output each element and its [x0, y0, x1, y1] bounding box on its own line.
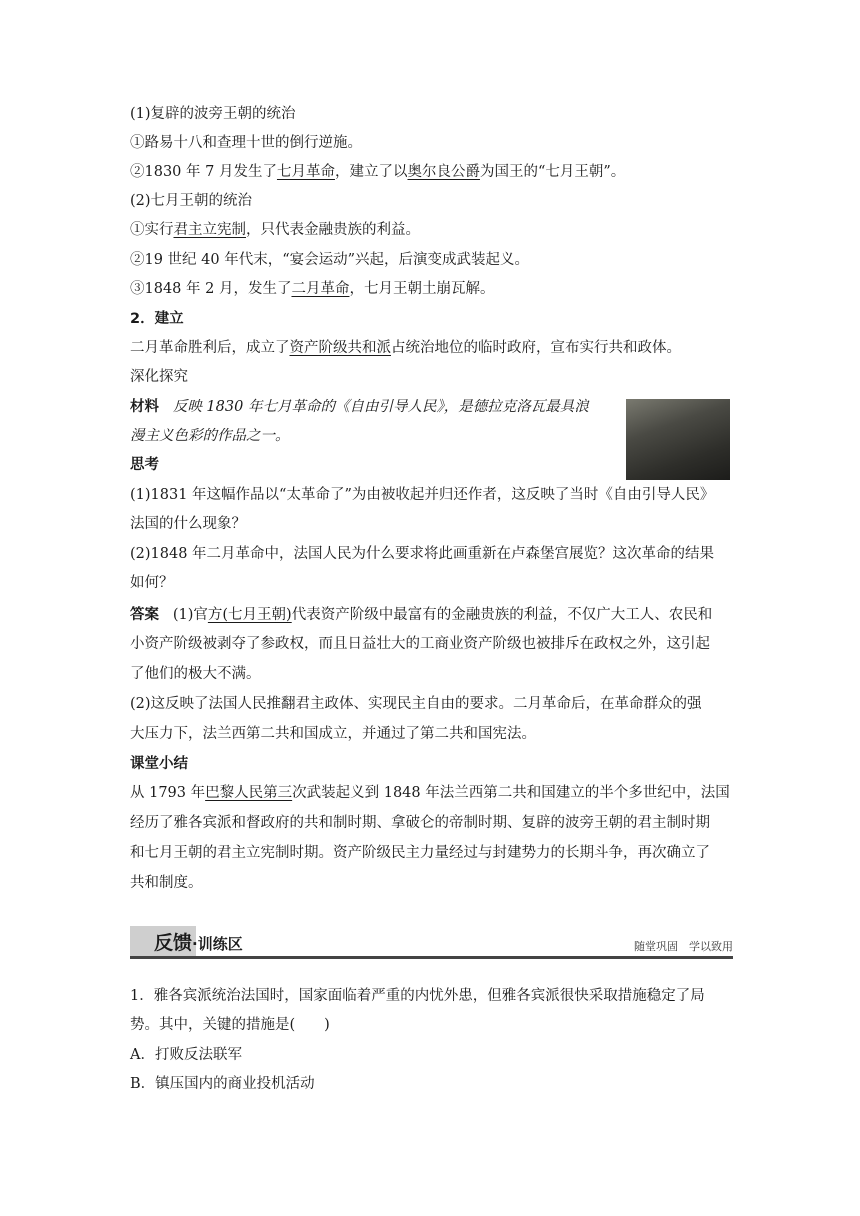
banner-rule [130, 956, 733, 959]
text-span: ③1848 年 2 月，发生了 [130, 281, 292, 297]
banner-title-sub: ·训练区 [192, 935, 243, 953]
summary-heading: 课堂小结 [130, 756, 188, 772]
text-span: 占统治地位的临时政府，宣布实行共和政体。 [391, 340, 681, 356]
quiz-option-a: A．打败反法联军 [130, 1047, 242, 1063]
question-line: (1)1831 年这幅作品以“太革命了”为由被收起并归还作者，这反映了当时《自由引导人民》 [130, 487, 715, 503]
text-span: 为国王的“七月王朝”。 [479, 164, 626, 180]
text-span: ，只代表金融贵族的利益。 [246, 222, 420, 238]
answer-line [130, 605, 712, 625]
quiz-question-line: 势。其中，关键的措施是( ) [130, 1017, 330, 1033]
text-span: ②1830 年 7 月发生了 [130, 164, 277, 180]
text-span: (1)官 [172, 607, 208, 623]
painting-image [626, 399, 730, 480]
section-heading-bourbon: (1)复辟的波旁王朝的统治 [130, 106, 296, 122]
question-line: 法国的什么现象？ [130, 516, 246, 532]
text-span: 次武装起义到 1848 年法兰西第二共和国建立的半个多世纪中，法国 [292, 785, 730, 801]
text-line [130, 279, 494, 299]
answer-label: 答案 [130, 607, 159, 623]
summary-line: 和七月王朝的君主立宪制时期。资产阶级民主力量经过与封建势力的长期斗争，再次确立了 [130, 845, 710, 861]
text-span: ，建立了以 [334, 164, 408, 180]
underlined-term: 七月革命 [276, 164, 335, 180]
banner-title [154, 928, 243, 955]
answer-line: 了他们的极大不满。 [130, 666, 261, 682]
underlined-term: 巴黎人民第三 [205, 785, 293, 801]
text-line: ①路易十八和查理十世的倒行逆施。 [130, 135, 362, 151]
quiz-question-line: 1．雅各宾派统治法国时，国家面临着严重的内忧外患，但雅各宾派很快采取措施稳定了局 [130, 988, 705, 1004]
material-text: 反映 1830 年七月革命的《自由引导人民》，是德拉克洛瓦最具浪 [172, 399, 589, 415]
underlined-term: 二月革命 [291, 281, 350, 297]
underlined-term: 奥尔良公爵 [407, 164, 480, 180]
material-line [130, 397, 589, 417]
underlined-term: 君主立宪制 [173, 222, 246, 238]
text-line [130, 338, 681, 358]
think-label: 思考 [130, 457, 159, 473]
text-line [130, 220, 420, 240]
banner-tagline: 随堂巩固 学以致用 [634, 940, 733, 953]
underlined-term: 方(七月王朝) [207, 607, 292, 623]
explore-heading: 深化探究 [130, 369, 188, 385]
material-line: 漫主义色彩的作品之一。 [130, 428, 290, 444]
question-line: 如何？ [130, 575, 174, 591]
banner-title-main: 反馈 [154, 932, 193, 954]
section-heading-july-monarchy: (2)七月王朝的统治 [130, 193, 253, 209]
answer-line: 大压力下，法兰西第二共和国成立，并通过了第二共和国宪法。 [130, 726, 536, 742]
summary-line: 经历了雅各宾派和督政府的共和制时期、拿破仑的帝制时期、复辟的波旁王朝的君主制时期 [130, 815, 710, 831]
text-span: 二月革命胜利后，成立了 [130, 340, 290, 356]
section-heading-establish: 2．建立 [130, 311, 184, 327]
underlined-term: 资产阶级共和派 [289, 340, 391, 356]
text-span: ①实行 [130, 222, 174, 238]
text-span: 代表资产阶级中最富有的金融贵族的利益，不仅广大工人、农民和 [291, 607, 713, 623]
quiz-option-b: B．镇压国内的商业投机活动 [130, 1076, 315, 1092]
text-line: ②19 世纪 40 年代末，“宴会运动”兴起，后演变成武装起义。 [130, 252, 530, 268]
text-span: 从 1793 年 [130, 785, 206, 801]
question-line: (2)1848 年二月革命中，法国人民为什么要求将此画重新在卢森堡宫展览？这次革命的结果 [130, 546, 715, 562]
answer-line: (2)这反映了法国人民推翻君主政体、实现民主自由的要求。二月革命后，在革命群众的强 [130, 696, 702, 712]
text-span: ，七月王朝土崩瓦解。 [349, 281, 495, 297]
text-line [130, 162, 625, 182]
answer-line: 小资产阶级被剥夺了参政权，而且日益壮大的工商业资产阶级也被排斥在政权之外，这引起 [130, 636, 710, 652]
summary-line [130, 783, 730, 803]
feedback-banner [130, 926, 733, 959]
material-label: 材料 [130, 399, 159, 415]
summary-line: 共和制度。 [130, 875, 203, 891]
